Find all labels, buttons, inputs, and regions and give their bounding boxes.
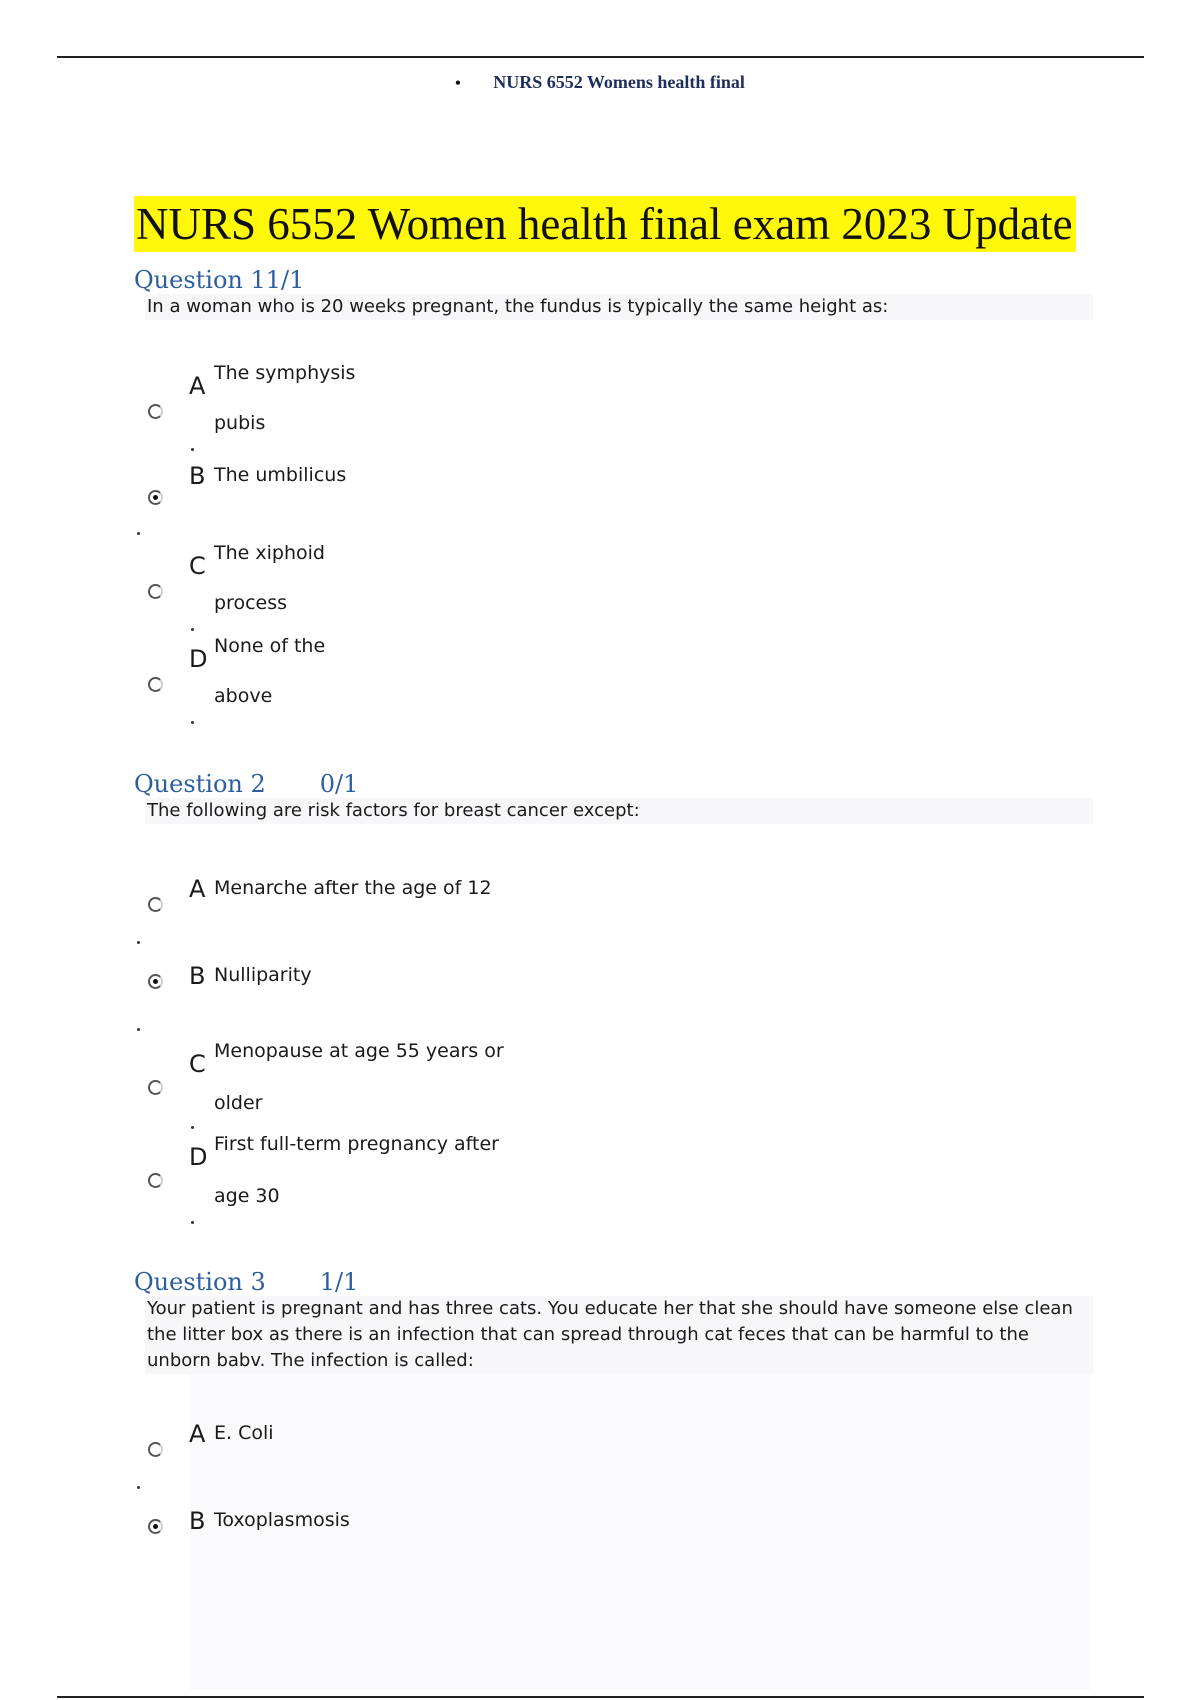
- option-text: E. Coli: [214, 1422, 274, 1444]
- question-3: [134, 1268, 1089, 1374]
- option-letter: B: [189, 962, 206, 990]
- bottom-rule: [57, 1696, 1144, 1698]
- header-title: NURS 6552 Womens health final: [493, 72, 745, 92]
- option-letter: A: [189, 875, 206, 903]
- question-score: 1/1: [265, 266, 305, 294]
- question-text: In a woman who is 20 weeks pregnant, the fundus is typically the same height as:: [145, 294, 1093, 320]
- option-text: The umbilicus: [214, 464, 347, 486]
- option-letter: B: [189, 462, 206, 490]
- option-1d[interactable]: [144, 635, 664, 725]
- option-letter: C: [189, 1050, 206, 1078]
- option-text: older: [214, 1092, 263, 1114]
- dot: [191, 1221, 194, 1224]
- option-text: The xiphoid: [214, 542, 325, 564]
- option-text: None of the: [214, 635, 326, 657]
- page-header: [0, 72, 1200, 93]
- bullet: •: [455, 75, 461, 92]
- question-label: Question 3: [134, 1268, 266, 1296]
- radio-button[interactable]: [148, 1442, 163, 1457]
- dot: [191, 628, 194, 631]
- option-1a[interactable]: [144, 362, 664, 452]
- option-letter: A: [189, 372, 206, 400]
- dot: [137, 941, 140, 944]
- option-3b[interactable]: [144, 1507, 664, 1577]
- dot: [137, 1486, 140, 1489]
- option-text: above: [214, 685, 273, 707]
- option-text: Menopause at age 55 years or: [214, 1040, 504, 1062]
- option-text: process: [214, 592, 288, 614]
- option-2d[interactable]: [144, 1133, 664, 1223]
- option-letter: C: [189, 552, 206, 580]
- radio-button[interactable]: [148, 897, 163, 912]
- option-2c[interactable]: [144, 1040, 664, 1130]
- radio-button[interactable]: [148, 404, 163, 419]
- radio-button[interactable]: [148, 584, 163, 599]
- document-title: NURS 6552 Women health final exam 2023 Update: [134, 196, 1076, 252]
- dot: [191, 721, 194, 724]
- question-text: The following are risk factors for breast cancer except:: [145, 798, 1093, 824]
- radio-button[interactable]: [148, 677, 163, 692]
- question-score: 0/1: [319, 770, 359, 798]
- option-2b[interactable]: [144, 962, 664, 1032]
- option-text: Nulliparity: [214, 964, 312, 986]
- option-text: pubis: [214, 412, 266, 434]
- option-letter: B: [189, 1507, 206, 1535]
- radio-button-selected[interactable]: [148, 974, 163, 989]
- option-3a[interactable]: [144, 1420, 664, 1490]
- radio-button[interactable]: [148, 1080, 163, 1095]
- top-rule: [57, 56, 1144, 58]
- question-heading: [134, 1268, 1089, 1296]
- question-score: 1/1: [319, 1268, 359, 1296]
- option-text: age 30: [214, 1185, 280, 1207]
- dot: [137, 1028, 140, 1031]
- question-label: Question 1: [134, 266, 266, 294]
- option-letter: A: [189, 1420, 206, 1448]
- option-text: First full-term pregnancy after: [214, 1133, 499, 1155]
- radio-button-selected[interactable]: [148, 490, 163, 505]
- dot: [137, 532, 140, 535]
- option-2a[interactable]: [144, 875, 664, 945]
- option-letter: D: [189, 1143, 208, 1171]
- radio-button-selected[interactable]: [148, 1519, 163, 1534]
- option-text: Menarche after the age of 12: [214, 877, 492, 899]
- dot: [191, 1126, 194, 1129]
- question-1: [134, 266, 1089, 320]
- radio-button[interactable]: [148, 1173, 163, 1188]
- question-2: [134, 770, 1089, 824]
- option-1b[interactable]: [144, 462, 664, 532]
- option-1c[interactable]: [144, 542, 664, 632]
- option-text: Toxoplasmosis: [214, 1509, 350, 1531]
- dot: [191, 448, 194, 451]
- question-heading: [134, 266, 1089, 294]
- question-label: Question 2: [134, 770, 266, 798]
- question-heading: [134, 770, 1089, 798]
- option-letter: D: [189, 645, 208, 673]
- option-text: The symphysis: [214, 362, 356, 384]
- question-text: Your patient is pregnant and has three cats. You educate her that she should have someone else clean the litter box as there is an infection that can spread through cat feces that can be harmful to the unborn babv. The infection is called:: [145, 1296, 1093, 1374]
